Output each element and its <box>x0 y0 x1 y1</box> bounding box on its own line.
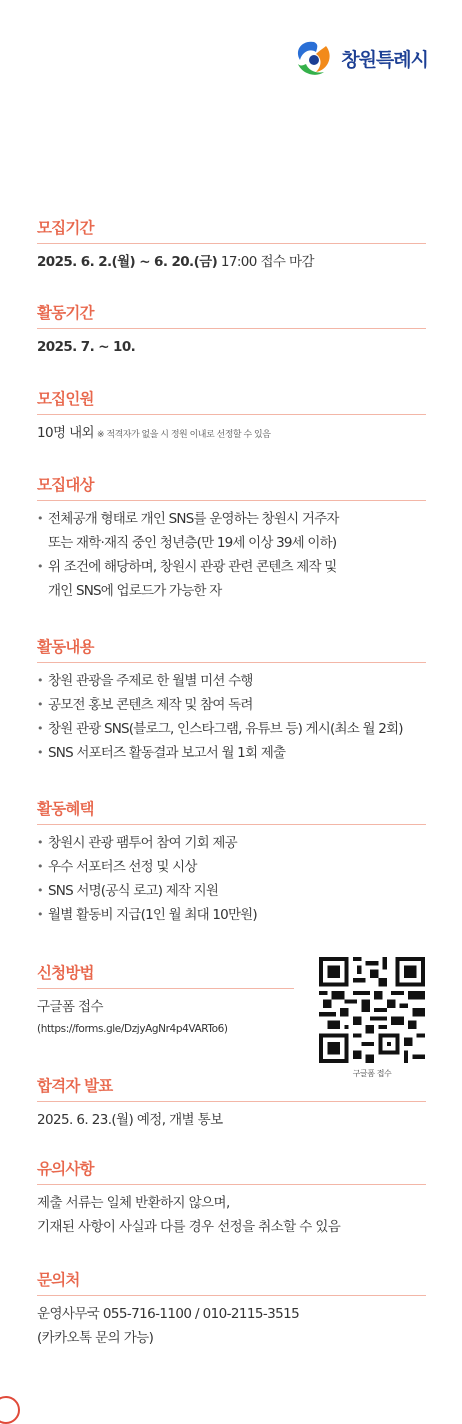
target-heading: 모집대상 <box>37 475 426 501</box>
list-item: • SNS 서포터즈 활동결과 보고서 월 1회 제출 <box>37 741 426 765</box>
notes-line: 기재된 사항이 사실과 다를 경우 선정을 취소할 수 있음 <box>37 1219 341 1235</box>
target-section <box>37 475 426 603</box>
recruit-period-heading: 모집기간 <box>37 218 426 244</box>
list-item: • 전체공개 형태로 개인 SNS를 운영하는 창원시 거주자 <box>37 507 426 531</box>
notes-line: 제출 서류는 일체 반환하지 않으며, <box>37 1195 230 1211</box>
contact-section <box>37 1270 426 1350</box>
list-item: 개인 SNS에 업로드가 가능한 자 <box>48 583 222 599</box>
contact-phone: 운영사무국 055-716-1100 / 010-2115-3515 <box>37 1306 300 1322</box>
list-item: • 월별 활동비 지급(1인 월 최대 10만원) <box>37 903 426 927</box>
benefits-heading: 활동혜택 <box>37 799 426 825</box>
list-item: • 우수 서포터즈 선정 및 시상 <box>37 855 426 879</box>
list-item: • 창원 관광을 주제로 한 월별 미션 수행 <box>37 669 426 693</box>
apply-method: 구글폼 접수 <box>37 999 103 1015</box>
logo-text: 창원특례시 <box>341 48 428 71</box>
qr-caption: 구글폼 접수 <box>352 1069 392 1078</box>
apply-url[interactable]: (https://forms.gle/DzjyAgNr4p4VARTo6) <box>37 1023 228 1035</box>
contact-body <box>37 1302 426 1350</box>
corner-decoration <box>0 1396 20 1424</box>
target-list <box>37 507 426 603</box>
headcount-value: 10명 내외 <box>37 425 94 441</box>
benefits-list <box>37 831 426 927</box>
announce-heading: 합격자 발표 <box>37 1076 426 1102</box>
recruit-period-dates: 2025. 6. 2.(월) ~ 6. 20.(금) <box>37 254 218 270</box>
announce-section <box>37 1076 426 1132</box>
activity-period-section <box>37 303 426 359</box>
activity-period-value: 2025. 7. ~ 10. <box>37 339 136 355</box>
activity-period-heading: 활동기간 <box>37 303 426 329</box>
headcount-note: ※ 적격자가 없을 시 정원 이내로 선정할 수 있음 <box>97 430 271 440</box>
qr-code-icon[interactable] <box>319 957 425 1063</box>
announce-value: 2025. 6. 23.(월) 예정, 개별 통보 <box>37 1112 223 1128</box>
headcount-section <box>37 389 426 447</box>
contact-heading: 문의처 <box>37 1270 426 1296</box>
activities-section <box>37 637 426 765</box>
list-item: • 위 조건에 해당하며, 창원시 관광 관련 콘텐츠 제작 및 <box>37 555 426 579</box>
changwon-emblem-icon <box>292 38 336 78</box>
contact-kakao: (카카오톡 문의 가능) <box>37 1330 154 1346</box>
recruit-period-value <box>37 250 426 274</box>
notes-body <box>37 1191 426 1239</box>
notes-heading: 유의사항 <box>37 1159 426 1185</box>
list-item: • 창원시 관광 팸투어 참여 기회 제공 <box>37 831 426 855</box>
list-item: • 공모전 홍보 콘텐츠 제작 및 참여 독려 <box>37 693 426 717</box>
changwon-logo <box>292 38 428 78</box>
activities-list <box>37 669 426 765</box>
notes-section <box>37 1159 426 1239</box>
list-item: • 창원 관광 SNS(블로그, 인스타그램, 유튜브 등) 게시(최소 월 2회) <box>37 717 426 741</box>
apply-heading: 신청방법 <box>37 963 294 989</box>
recruit-period-section <box>37 218 426 274</box>
activities-heading: 활동내용 <box>37 637 426 663</box>
headcount-row <box>37 421 426 447</box>
list-item: • SNS 서명(공식 로고) 제작 지원 <box>37 879 426 903</box>
benefits-section <box>37 799 426 927</box>
recruit-period-deadline: 17:00 접수 마감 <box>217 254 314 270</box>
headcount-heading: 모집인원 <box>37 389 426 415</box>
list-item: 또는 재학·재직 중인 청년층(만 19세 이상 39세 이하) <box>48 535 337 551</box>
